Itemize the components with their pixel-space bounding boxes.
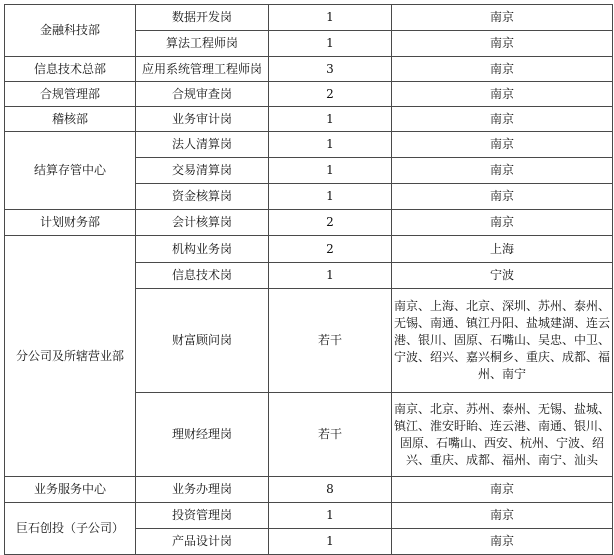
location-cell: 南京、上海、北京、深圳、苏州、泰州、无锡、南通、镇江丹阳、盐城建湖、连云港、银川、固原、石嘴山、吴忠、中卫、宁波、绍兴、嘉兴桐乡、重庆、成都、福州、南宁 bbox=[392, 289, 613, 393]
post-cell: 投资管理岗 bbox=[136, 503, 269, 529]
location-cell: 宁波 bbox=[392, 263, 613, 289]
post-cell: 产品设计岗 bbox=[136, 529, 269, 555]
location-cell: 南京 bbox=[392, 82, 613, 107]
count-cell: 2 bbox=[269, 210, 392, 236]
location-cell: 南京 bbox=[392, 31, 613, 57]
recruitment-table bbox=[4, 4, 613, 555]
count-cell: 3 bbox=[269, 57, 392, 82]
table-row bbox=[5, 132, 613, 158]
location-cell: 上海 bbox=[392, 236, 613, 263]
post-cell: 交易清算岗 bbox=[136, 158, 269, 184]
dept-cell: 结算存管中心 bbox=[5, 132, 136, 210]
post-cell: 会计核算岗 bbox=[136, 210, 269, 236]
count-cell: 1 bbox=[269, 158, 392, 184]
location-cell: 南京 bbox=[392, 529, 613, 555]
post-cell: 算法工程师岗 bbox=[136, 31, 269, 57]
table-row bbox=[5, 82, 613, 107]
count-cell: 1 bbox=[269, 184, 392, 210]
location-cell: 南京 bbox=[392, 503, 613, 529]
dept-cell: 稽核部 bbox=[5, 107, 136, 132]
count-cell: 1 bbox=[269, 132, 392, 158]
count-cell: 1 bbox=[269, 31, 392, 57]
location-cell: 南京 bbox=[392, 132, 613, 158]
count-cell: 1 bbox=[269, 529, 392, 555]
count-cell: 2 bbox=[269, 236, 392, 263]
location-cell: 南京 bbox=[392, 184, 613, 210]
table-row bbox=[5, 503, 613, 529]
count-cell: 1 bbox=[269, 5, 392, 31]
count-cell: 8 bbox=[269, 477, 392, 503]
post-cell: 应用系统管理工程师岗 bbox=[136, 57, 269, 82]
location-cell: 南京 bbox=[392, 158, 613, 184]
count-cell: 1 bbox=[269, 503, 392, 529]
count-cell: 2 bbox=[269, 82, 392, 107]
post-cell: 信息技术岗 bbox=[136, 263, 269, 289]
location-cell: 南京 bbox=[392, 477, 613, 503]
dept-cell: 计划财务部 bbox=[5, 210, 136, 236]
table-row bbox=[5, 210, 613, 236]
post-cell: 机构业务岗 bbox=[136, 236, 269, 263]
table-row bbox=[5, 5, 613, 31]
dept-cell: 分公司及所辖营业部 bbox=[5, 236, 136, 477]
table-row bbox=[5, 107, 613, 132]
post-cell: 业务办理岗 bbox=[136, 477, 269, 503]
dept-cell: 巨石创投（子公司） bbox=[5, 503, 136, 555]
post-cell: 财富顾问岗 bbox=[136, 289, 269, 393]
post-cell: 数据开发岗 bbox=[136, 5, 269, 31]
post-cell: 资金核算岗 bbox=[136, 184, 269, 210]
location-cell: 南京 bbox=[392, 210, 613, 236]
location-cell: 南京、北京、苏州、泰州、无锡、盐城、镇江、淮安盱眙、连云港、南通、银川、固原、石嘴山、西安、杭州、宁波、绍兴、重庆、成都、福州、南宁、汕头 bbox=[392, 393, 613, 477]
location-cell: 南京 bbox=[392, 5, 613, 31]
count-cell: 1 bbox=[269, 263, 392, 289]
dept-cell: 金融科技部 bbox=[5, 5, 136, 57]
count-cell: 若干 bbox=[269, 289, 392, 393]
location-cell: 南京 bbox=[392, 107, 613, 132]
table-row bbox=[5, 236, 613, 263]
table-row bbox=[5, 477, 613, 503]
location-cell: 南京 bbox=[392, 57, 613, 82]
dept-cell: 合规管理部 bbox=[5, 82, 136, 107]
post-cell: 业务审计岗 bbox=[136, 107, 269, 132]
dept-cell: 业务服务中心 bbox=[5, 477, 136, 503]
count-cell: 若干 bbox=[269, 393, 392, 477]
post-cell: 合规审查岗 bbox=[136, 82, 269, 107]
post-cell: 法人清算岗 bbox=[136, 132, 269, 158]
dept-cell: 信息技术总部 bbox=[5, 57, 136, 82]
table-row bbox=[5, 57, 613, 82]
count-cell: 1 bbox=[269, 107, 392, 132]
post-cell: 理财经理岗 bbox=[136, 393, 269, 477]
